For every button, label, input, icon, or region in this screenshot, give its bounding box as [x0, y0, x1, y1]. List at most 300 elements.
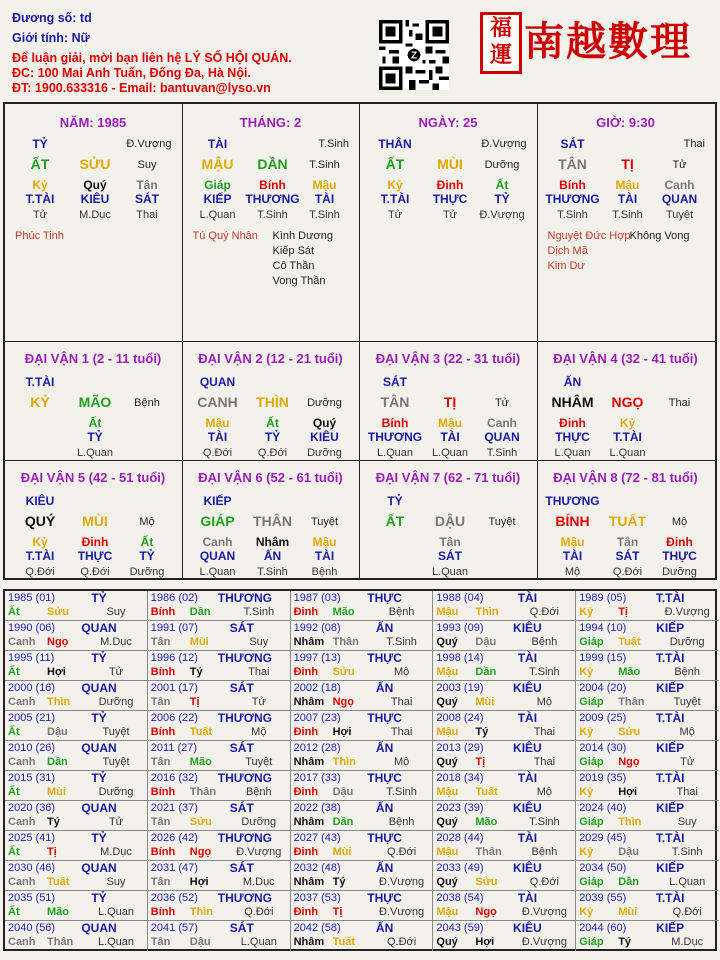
year-cell[interactable] [433, 651, 576, 681]
dai-van-3[interactable] [360, 342, 538, 461]
year-label: 2031 (47) [150, 862, 198, 874]
year-cell[interactable] [148, 801, 291, 831]
year-ten-god: THƯƠNG [217, 591, 272, 605]
year-cell[interactable] [433, 891, 576, 921]
year-stem: Mậu [436, 606, 459, 618]
hidden-life-stage: M.Dục [79, 209, 111, 221]
year-cell[interactable] [148, 741, 291, 771]
year-stem: Quý [436, 876, 458, 888]
year-life-stage: Bệnh [531, 846, 558, 858]
dai-van-title: ĐẠI VẬN 8 (72 - 81 tuổi) [553, 470, 698, 485]
year-stem: Quý [436, 696, 458, 708]
qr-code-icon[interactable] [379, 20, 449, 90]
year-stem: Bính [150, 846, 176, 858]
year-ten-god: SÁT [229, 861, 254, 875]
hidden-life-stage: Mộ [564, 566, 581, 578]
year-cell[interactable] [5, 921, 148, 951]
year-branch: Thân [47, 936, 74, 948]
year-label: 2005 (21) [8, 712, 56, 724]
year-ten-god: THỰC [367, 891, 402, 905]
branch-life-stage: Tử [672, 159, 687, 171]
year-cell[interactable] [291, 711, 434, 741]
year-branch: Dậu [475, 636, 497, 648]
year-cell[interactable] [5, 801, 148, 831]
year-stem: Ất [8, 846, 20, 858]
year-stem: Canh [8, 816, 36, 828]
year-ten-god: KIẾP [656, 921, 685, 935]
year-ten-god: SÁT [229, 741, 254, 755]
year-cell[interactable] [291, 591, 434, 621]
year-ten-god: SÁT [229, 621, 254, 635]
hidden-stem: Canh [664, 178, 695, 192]
hidden-ten-god: TÀI [562, 549, 583, 563]
hidden-life-stage: L.Quan [199, 566, 236, 578]
year-label: 2011 (27) [150, 742, 198, 754]
year-stem: Mậu [436, 666, 459, 678]
hidden-stem: Tân [616, 535, 639, 549]
year-life-stage: Thai [676, 786, 698, 798]
hidden-life-stage: Q.Đới [257, 447, 288, 459]
year-label: 2001 (17) [150, 682, 198, 694]
year-life-stage: Tử [108, 666, 124, 678]
year-life-stage: T.Sinh [243, 606, 275, 618]
hidden-ten-god: TỶ [87, 430, 103, 444]
pillar-note: T.Sinh [318, 138, 349, 150]
year-ten-god: QUAN [81, 621, 117, 635]
year-branch: Tý [189, 666, 203, 678]
year-cell[interactable] [5, 681, 148, 711]
dai-van-title: ĐẠI VẬN 3 (22 - 31 tuổi) [375, 351, 521, 366]
year-cell[interactable] [433, 861, 576, 891]
year-cell[interactable] [291, 891, 434, 921]
year-branch: Mão [189, 756, 212, 768]
year-label: 2030 (46) [8, 862, 56, 874]
gan-ten-god: TÀI [207, 137, 228, 151]
dai-van-title: ĐẠI VẬN 7 (62 - 71 tuổi) [375, 470, 521, 485]
dai-van-stem: CANH [197, 394, 238, 410]
year-branch: Thìn [332, 756, 356, 768]
dai-van-branch: MÙI [82, 513, 108, 529]
year-stem: Tân [150, 936, 171, 948]
year-cell[interactable] [5, 621, 148, 651]
year-label: 2000 (16) [8, 682, 56, 694]
hidden-stem: Giáp [204, 178, 231, 192]
hidden-life-stage: T.Sinh [612, 209, 643, 221]
year-life-stage: Thai [390, 696, 413, 708]
year-cell[interactable] [5, 591, 148, 621]
year-life-stage: Đ.Vượng [664, 606, 710, 618]
year-ten-god: ẤN [375, 621, 394, 635]
year-life-stage: Bệnh [674, 666, 701, 678]
year-ten-god: KIÊU [513, 681, 542, 695]
hidden-stem: Kỷ [387, 178, 403, 192]
hidden-ten-god: TỶ [264, 430, 281, 444]
year-life-stage: M.Dục [100, 636, 132, 648]
year-cell[interactable] [5, 771, 148, 801]
year-branch: Ngọ [332, 696, 354, 708]
year-ten-god: ẤN [375, 741, 394, 755]
year-ten-god: TỶ [91, 771, 107, 785]
year-ten-god: SÁT [229, 921, 254, 935]
pillar-note: Đ.Vượng [481, 138, 527, 150]
hidden-stem: Đinh [81, 535, 109, 549]
year-branch: Thân [618, 696, 645, 708]
year-cell[interactable] [5, 711, 148, 741]
year-ten-god: T.TÀI [655, 891, 685, 905]
dai-van-title: ĐẠI VẬN 6 (52 - 61 tuổi) [198, 470, 343, 485]
year-label: 2003 (19) [436, 682, 484, 694]
pillar-4[interactable] [538, 104, 716, 342]
year-life-stage: Tuyệt [102, 726, 130, 738]
hidden-life-stage: T.Sinh [257, 566, 288, 578]
year-life-stage: Đ.Vượng [236, 846, 282, 858]
year-stem: Ất [8, 906, 20, 918]
pillar-2[interactable] [183, 104, 361, 342]
hidden-life-stage: Q.Đới [612, 566, 643, 578]
hidden-ten-god: T.TÀI [380, 192, 410, 206]
year-label: 1998 (14) [436, 652, 484, 664]
hidden-life-stage: L.Quan [431, 566, 469, 578]
heavenly-stem: TÂN [558, 156, 587, 172]
hidden-life-stage: T.Sinh [309, 209, 340, 221]
year-life-stage: Bệnh [388, 816, 415, 828]
year-branch: Hợi [475, 936, 495, 948]
year-life-stage: Thai [533, 756, 556, 768]
year-label: 2029 (45) [579, 832, 627, 844]
special-star: Không Vong [629, 230, 690, 242]
year-cell[interactable] [148, 651, 291, 681]
pillar-3[interactable] [360, 104, 538, 342]
dai-van-life-stage: Thai [668, 397, 691, 409]
year-life-stage: Q.Đới [529, 606, 559, 618]
dai-van-2[interactable] [183, 342, 361, 461]
year-life-stage: Đ.Vượng [379, 906, 425, 918]
year-cell[interactable] [5, 891, 148, 921]
brand-title: 南越數理 [524, 18, 692, 65]
dai-van-life-stage: Tuyệt [310, 516, 339, 528]
year-life-stage: Mộ [679, 726, 695, 738]
hidden-stem: Mậu [312, 178, 337, 192]
year-cell[interactable] [5, 861, 148, 891]
year-label: 2019 (35) [579, 772, 627, 784]
year-cell[interactable] [433, 801, 576, 831]
year-branch: Mùi [47, 786, 66, 798]
year-cell[interactable] [291, 771, 434, 801]
year-cell[interactable] [576, 921, 719, 951]
year-cell[interactable] [433, 681, 576, 711]
year-cell[interactable] [576, 741, 719, 771]
gan-ten-god: SÁT [560, 137, 585, 151]
dai-van-6[interactable] [183, 461, 361, 578]
year-branch: Tị [189, 696, 200, 708]
dai-van-ten-god: QUAN [199, 375, 236, 389]
pillar-title: GIỜ: 9:30 [596, 115, 655, 130]
year-branch: Thìn [618, 816, 642, 828]
year-cell[interactable] [433, 711, 576, 741]
year-life-stage: Q.Đới [386, 936, 417, 948]
year-label: 2008 (24) [436, 712, 484, 724]
year-ten-god: QUAN [81, 801, 117, 815]
year-cell[interactable] [576, 801, 719, 831]
year-stem: Đinh [293, 666, 319, 678]
pillar-grid [3, 102, 717, 580]
year-label: 2024 (40) [579, 802, 627, 814]
year-ten-god: ẤN [375, 801, 394, 815]
hidden-stem: Bính [381, 416, 409, 430]
year-life-stage: Dưỡng [98, 696, 134, 708]
year-label: 2021 (37) [150, 802, 198, 814]
hidden-stem: Đinh [559, 416, 586, 430]
year-ten-god: TÀI [517, 831, 538, 845]
year-ten-god: ẤN [375, 681, 394, 695]
year-life-stage: Thai [533, 726, 556, 738]
year-cell[interactable] [576, 681, 719, 711]
special-star: Dịch Mã [547, 245, 588, 257]
hidden-life-stage: Tử [442, 209, 458, 221]
year-branch: Sửu [618, 726, 641, 738]
year-label: 2006 (22) [150, 712, 198, 724]
year-life-stage: Tuyệt [102, 756, 130, 768]
year-cell[interactable] [576, 861, 719, 891]
dai-van-branch: MÃO [78, 394, 112, 410]
dai-van-1[interactable] [5, 342, 183, 461]
hidden-ten-god: THƯƠNG [545, 192, 600, 206]
pillar-title: NGÀY: 25 [418, 115, 478, 130]
year-branch: Tị [47, 846, 57, 858]
dai-van-life-stage: Dưỡng [307, 397, 342, 409]
year-ten-god: TÀI [517, 651, 538, 665]
year-branch: Tị [475, 756, 486, 768]
year-stem: Bính [150, 906, 176, 918]
year-stem: Ất [8, 666, 20, 678]
year-ten-god: KIẾP [656, 621, 685, 635]
year-life-stage: Q.Đới [529, 876, 559, 888]
year-cell[interactable] [433, 741, 576, 771]
dai-van-ten-god: KIẾP [203, 494, 232, 508]
dai-van-7[interactable] [360, 461, 538, 578]
year-stem: Tân [150, 696, 171, 708]
year-stem: Nhâm [293, 696, 325, 708]
year-cell[interactable] [433, 621, 576, 651]
year-label: 1988 (04) [436, 592, 484, 604]
hidden-life-stage: Đ.Vượng [479, 209, 525, 221]
dai-van-branch: NGỌ [611, 394, 644, 410]
hidden-ten-god: KIẾP [203, 192, 232, 206]
year-label: 1991 (07) [150, 622, 198, 634]
dai-van-stem: BÍNH [555, 513, 590, 529]
special-star: Kình Dương [272, 230, 333, 242]
year-life-stage: Q.Đới [244, 906, 274, 918]
year-life-stage: M.Dục [242, 876, 275, 888]
year-cell[interactable] [148, 891, 291, 921]
year-branch: Mùi [618, 906, 638, 918]
special-star: Nguyệt Đức Hợp [547, 230, 631, 242]
year-stem: Bính [150, 786, 176, 798]
year-label: 1994 (10) [579, 622, 627, 634]
hidden-stem: Nhâm [255, 535, 290, 549]
year-cell[interactable] [148, 831, 291, 861]
hidden-ten-god: TÀI [314, 549, 335, 563]
hidden-stem: Canh [202, 535, 233, 549]
hidden-ten-god: THƯƠNG [367, 430, 423, 444]
year-life-stage: Suy [677, 816, 697, 828]
year-branch: Thìn [475, 606, 499, 618]
year-ten-god: ẤN [375, 861, 394, 875]
year-cell[interactable] [576, 771, 719, 801]
year-cell[interactable] [148, 921, 291, 951]
year-ten-god: TÀI [517, 591, 538, 605]
dai-van-life-stage: Bệnh [134, 397, 160, 409]
year-life-stage: Bệnh [388, 606, 415, 618]
year-cell[interactable] [148, 861, 291, 891]
year-cell[interactable] [5, 831, 148, 861]
year-life-stage: Suy [106, 606, 126, 618]
year-label: 1990 (06) [8, 622, 56, 634]
year-ten-god: KIẾP [656, 801, 685, 815]
year-ten-god: QUAN [81, 681, 117, 695]
year-cell[interactable] [291, 831, 434, 861]
year-cell[interactable] [433, 771, 576, 801]
year-cell[interactable] [576, 891, 719, 921]
year-ten-god: QUAN [81, 921, 117, 935]
year-cell[interactable] [433, 921, 576, 951]
year-label: 2037 (53) [293, 892, 341, 904]
year-branch: Mão [618, 666, 641, 678]
hidden-life-stage: Q.Đới [202, 447, 233, 459]
year-stem: Ất [8, 786, 20, 798]
year-stem: Mậu [436, 786, 459, 798]
year-stem: Quý [436, 816, 458, 828]
hidden-stem: Đinh [666, 535, 693, 549]
year-ten-god: THƯƠNG [217, 711, 272, 725]
year-life-stage: Đ.Vượng [521, 936, 567, 948]
year-cell[interactable] [291, 801, 434, 831]
year-cell[interactable] [148, 711, 291, 741]
dai-van-ten-god: ẤN [563, 375, 582, 389]
year-stem: Bính [150, 606, 176, 618]
year-label: 2042 (58) [293, 922, 341, 934]
year-cell[interactable] [291, 921, 434, 951]
year-branch: Dậu [47, 726, 68, 738]
hidden-ten-god: QUAN [484, 430, 520, 444]
hidden-ten-god: T.TÀI [613, 430, 642, 444]
year-stem: Tân [150, 636, 171, 648]
year-ten-god: THỰC [367, 771, 402, 785]
year-ten-god: THƯƠNG [217, 771, 272, 785]
year-cell[interactable] [433, 591, 576, 621]
year-life-stage: Bệnh [245, 786, 272, 798]
year-cell[interactable] [576, 831, 719, 861]
dai-van-ten-god: T.TÀI [25, 375, 55, 389]
hidden-life-stage: L.Quan [376, 447, 414, 459]
hidden-life-stage: L.Quan [199, 209, 236, 221]
pillar-1[interactable] [5, 104, 183, 342]
year-ten-god: QUAN [81, 741, 117, 755]
year-branch: Hợi [189, 876, 209, 888]
year-branch: Thân [332, 636, 359, 648]
dai-van-title: ĐẠI VẬN 4 (32 - 41 tuổi) [553, 351, 698, 366]
year-cell[interactable] [5, 741, 148, 771]
year-cell[interactable] [5, 651, 148, 681]
gender: Giới tính: Nữ [12, 31, 90, 45]
year-stem: Đinh [293, 786, 319, 798]
year-cell[interactable] [148, 591, 291, 621]
hidden-stem: Mậu [438, 416, 462, 430]
year-cell[interactable] [291, 741, 434, 771]
year-stem: Nhâm [293, 816, 325, 828]
year-label: 1989 (05) [579, 592, 627, 604]
year-stem: Canh [8, 876, 36, 888]
year-life-stage: Suy [249, 636, 269, 648]
pillar-title: NĂM: 1985 [59, 115, 127, 130]
hidden-life-stage: Bệnh [311, 566, 338, 578]
year-life-stage: Dưỡng [98, 786, 134, 798]
hidden-ten-god: KIÊU [310, 430, 339, 444]
year-label: 2025 (41) [8, 832, 56, 844]
hidden-ten-god: ẤN [263, 549, 282, 563]
year-cell[interactable] [148, 681, 291, 711]
dai-van-stem: KỶ [30, 394, 50, 410]
hidden-life-stage: T.Sinh [486, 447, 518, 459]
year-cell[interactable] [291, 861, 434, 891]
gan-ten-god: TỶ [32, 137, 48, 151]
year-ten-god: KIẾP [656, 861, 685, 875]
year-life-stage: Mộ [393, 756, 410, 768]
year-life-stage: M.Dục [671, 936, 704, 948]
year-cell[interactable] [576, 591, 719, 621]
year-cell[interactable] [148, 621, 291, 651]
year-ten-god: T.TÀI [655, 651, 685, 665]
year-ten-god: T.TÀI [655, 591, 685, 605]
year-branch: Ngọ [189, 846, 212, 858]
dai-van-5[interactable] [5, 461, 183, 578]
year-label: 2020 (36) [8, 802, 56, 814]
dai-van-stem: GIÁP [200, 513, 235, 529]
hidden-stem: Mậu [560, 535, 585, 549]
hidden-stem: Đinh [436, 178, 464, 192]
year-life-stage: L.Quan [669, 876, 706, 888]
dai-van-8[interactable] [538, 461, 716, 578]
dai-van-4[interactable] [538, 342, 716, 461]
year-ten-god: TỶ [91, 651, 107, 665]
year-ten-god: KIẾP [656, 681, 685, 695]
hidden-life-stage: Tử [387, 209, 403, 221]
year-label: 2014 (30) [579, 742, 627, 754]
year-label: 2044 (60) [579, 922, 627, 934]
year-ten-god: T.TÀI [655, 831, 685, 845]
year-branch: Tuất [332, 936, 355, 948]
year-cell[interactable] [576, 621, 719, 651]
year-cell[interactable] [291, 651, 434, 681]
year-branch: Tị [618, 606, 628, 618]
year-cell[interactable] [433, 831, 576, 861]
year-cell[interactable] [576, 711, 719, 741]
hidden-ten-god: THỰC [77, 549, 113, 563]
year-cell[interactable] [576, 651, 719, 681]
year-life-stage: Tử [251, 696, 266, 708]
year-stem: Quý [436, 756, 458, 768]
year-life-stage: Thai [248, 666, 270, 678]
year-label: 2002 (18) [293, 682, 341, 694]
year-stem: Giáp [579, 876, 604, 888]
year-cell[interactable] [291, 681, 434, 711]
year-stem: Quý [436, 636, 458, 648]
year-life-stage: T.Sinh [386, 636, 417, 648]
year-life-stage: Thai [390, 726, 413, 738]
year-cell[interactable] [291, 621, 434, 651]
year-cell[interactable] [148, 771, 291, 801]
year-ten-god: KIÊU [513, 861, 542, 875]
